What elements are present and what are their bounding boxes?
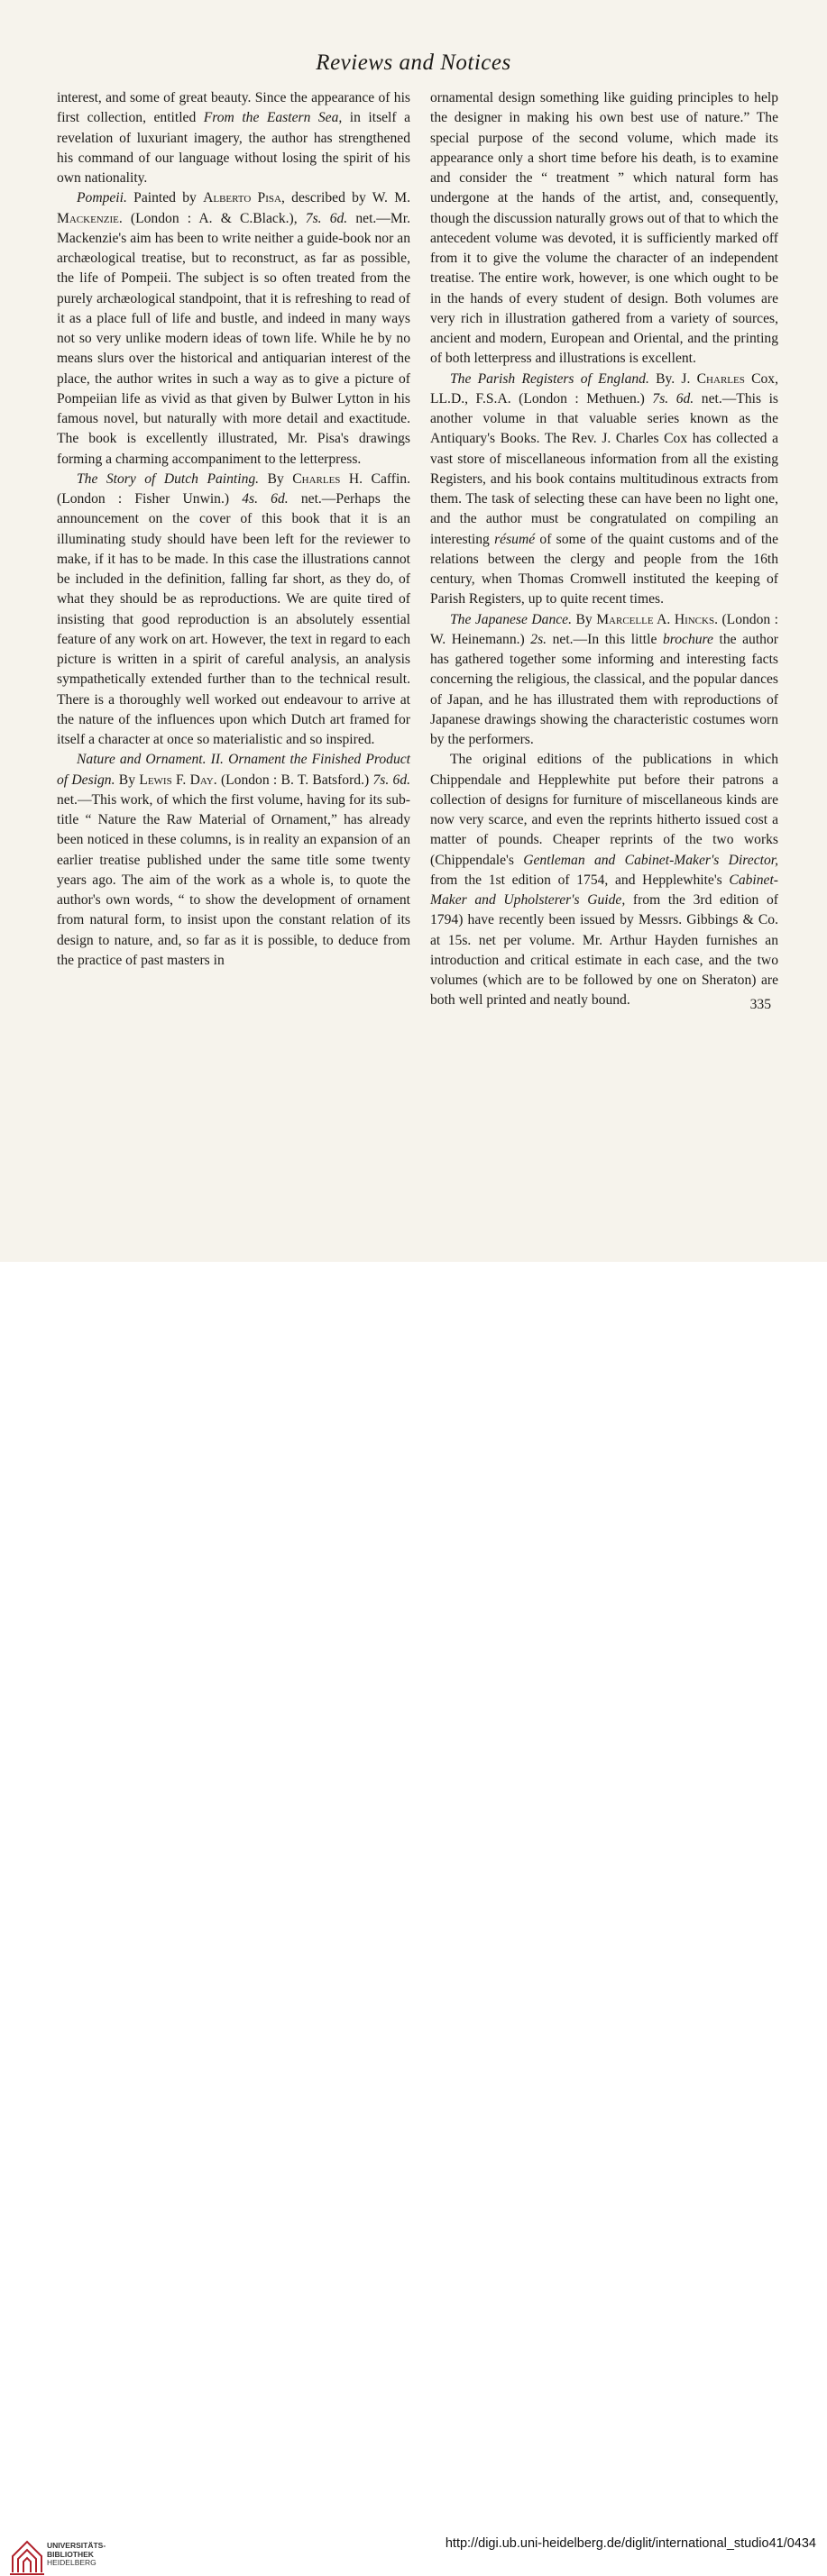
right-column [430, 88, 778, 1011]
review-dutch-painting: The Story of Dutch Painting. By Charles H. Caffin. (London : Fisher Unwin.) 4s. 6d. net.—Perhaps the announcement on the cover of this book that it is an illuminating study should have been left for the reviewer to make, if it has to be made. In this case the illustrations cannot be included in the definition, falling far short, as they do, of what they should be as reproductions. We are quite tired of insisting that good reproduction is an absolutely essential feature of any work on art. However, the text in regard to each picture is written in a spirit of careful analysis, an analysis sympathetically extended further than to the technical result. There is a thoroughly well worked out endeavour to arrive at the nature of the influences upon which Dutch art framed for itself a character at once so materialistic and so inspired. [57, 470, 410, 747]
review-nature-ornament: Nature and Ornament. II. Ornament the Finished Product of Design. By Lewis F. Day. (London : B. T. Batsford.) 7s. 6d. net.—This work, of which the first volume, having for its sub-title “ Nature the Raw Material of Ornament,” has already been noticed in these columns, is in reality an expansion of an earlier treatise published under the same title some twenty years ago. The aim of the work as a whole is, to quote the author's own words, “ to show the development of ornament from natural form, to insist upon the constant relation of its design to nature, and, so far as it is possible, to deduce from the practice of past masters in [57, 752, 411, 968]
review-japanese-dance: The Japanese Dance. By Marcelle A. Hincks. (London : W. Heinemann.) 2s. net.—In this little brochure the author has gathered together some informing and interesting facts concerning the religious, the classical, and the popular dances of Japan, and he has illustrated them with reproductions of Japanese drawings showing the characteristic costumes worn by the performers. [430, 611, 779, 747]
footer-bar [0, 1262, 827, 2567]
library-logo-icon [9, 2536, 45, 2576]
library-name: UNIVERSITÄTS- BIBLIOTHEK HEIDELBERG [47, 2541, 106, 2567]
paragraph: interest, and some of great beauty. Since the appearance of his first collection, entitled From the Eastern Sea, in itself a revelation of luxuriant imagery, the author has strengthened his command of our language without losing the spirit of his own nationality. [57, 90, 410, 186]
review-pompeii: Pompeii. Painted by Alberto Pisa, described by W. M. Mackenzie. (London : A. & C.Black.), 7s. 6d. net.—Mr. Mackenzie's aim has been to write neither a guide-book nor an archæological treatise, but to reconstruct, as far as possible, the life of Pompeii. The subject is so often treated from the purely archæological standpoint, that it is refreshing to read of it as a place full of life and bustle, and indeed in many ways not so very unlike modern ideas of town life. While he by no means slurs over the historical and antiquarian interest of the place, the author writes in such a way as to give a picture of Pompeiian life as vivid as that given by Bulwer Lytton in his famous novel, but naturally with more detail and exactitude. The book is excellently illustrated, Mr. Pisa's drawings forming a charming accompaniment to the letterpress. [57, 190, 410, 467]
source-url[interactable]: http://digi.ub.uni-heidelberg.de/diglit/international_studio41/0434 [445, 2536, 816, 2551]
running-title: Reviews and Notices [316, 50, 511, 75]
review-parish-registers: The Parish Registers of England. By. J. Charles Cox, LL.D., F.S.A. (London : Methuen.) 7s. 6d. net.—This is another volume in that valuable series known as the Antiquary's Books. The Rev. J. Charles Cox has collected a vast store of miscellaneous information from all the existing Registers, and his book contains multitudinous extracts from them. The task of selecting these can have been no light one, and the author must be congratulated on compiling an interesting résumé of some of the quaint customs and of the relations between the clergy and people from the 16th century, when Thomas Cromwell instituted the keeping of Parish Registers, up to quite recent times. [430, 370, 779, 607]
notice-reprints: The original editions of the publications in which Chippendale and Hepplewhite put before their patrons a collection of designs for furniture of miscellaneous kinds are now very scarce, and even the reprints hitherto issued cost a matter of pounds. Cheaper reprints of the two works (Chippendale's Gentleman and Cabinet-Maker's Director, from the 1st edition of 1754, and Hepplewhite's Cabinet-Maker and Upholsterer's Guide, from the 3rd edition of 1794) have recently been issued by Messrs. Gibbings & Co. at 15s. net per volume. Mr. Arthur Hayden furnishes an introduction and critical estimate in each case, and the two volumes (which are to be followed by one on Sheraton) are both well printed and neatly bound. [430, 752, 778, 1009]
paragraph: ornamental design something like guiding principles to help the designer in making his own best use of nature.” The special purpose of the second volume, which made its appearance only a short time before his death, is to examine and consider the “ treatment ” which natural form has undergone at the hands of the artist, and, consequently, though the discussion naturally grows out of that to which the antecedent volume was devoted, it is sufficiently marked off from it to give the volume the character of an independent treatise. The entire work, however, is one which ought to be in the hands of every student of design. Both volumes are very rich in illustration gathered from a variety of sources, ancient and modern, European and Oriental, and the printing of both letterpress and illustrations is excellent. [430, 90, 778, 367]
scanned-page [0, 0, 827, 1262]
left-column [57, 88, 410, 971]
page-number: 335 [749, 997, 771, 1012]
